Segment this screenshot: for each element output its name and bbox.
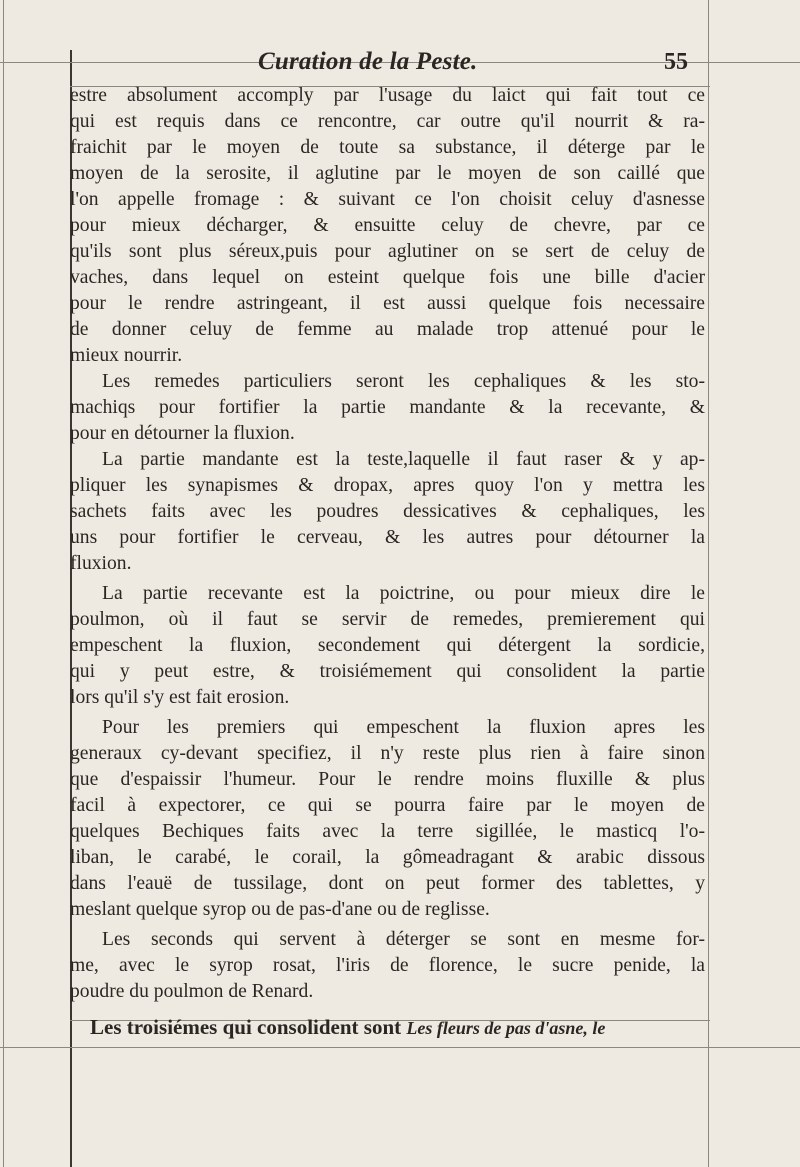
text-line: vaches, dans lequel on esteint quelque fois une bille d'acier	[70, 267, 705, 288]
text-line: meslant quelque syrop ou de pas-d'ane ou de reglisse.	[70, 899, 490, 920]
text-line: fluxion.	[70, 553, 132, 574]
footer-text-roman: Les troisiémes qui consolident sont	[90, 1015, 407, 1039]
left-margin-rule-outer	[3, 0, 4, 1167]
text-line: Les seconds qui servent à déterger se sont en mesme for-	[102, 929, 705, 950]
text-line: empeschent la fluxion, secondement qui détergent la sordicie,	[70, 635, 705, 656]
text-line: moyen de la serosite, il aglutine par le moyen de son caillé que	[70, 163, 705, 184]
text-line: qui est requis dans ce rencontre, car outre qu'il nourrit & ra-	[70, 111, 705, 132]
text-line: pour le rendre astringeant, il est aussi quelque fois necessaire	[70, 293, 705, 314]
text-line: que d'espaissir l'humeur. Pour le rendre moins fluxille & plus	[70, 769, 705, 790]
footer-continuation-line	[90, 1012, 605, 1042]
text-line: de donner celuy de femme au malade trop attenué pour le	[70, 319, 705, 340]
text-line: poudre du poulmon de Renard.	[70, 981, 314, 1002]
running-title: Curation de la Peste.	[258, 48, 478, 75]
text-line: pliquer les synapismes & dropax, apres quoy l'on y mettra les	[70, 475, 705, 496]
text-line: La partie mandante est la teste,laquelle il faut raser & y ap-	[102, 449, 705, 470]
text-line: La partie recevante est la poictrine, ou pour mieux dire le	[102, 583, 705, 604]
text-line: dans l'eauë de tussilage, dont on peut former des tablettes, y	[70, 873, 705, 894]
text-line: mieux nourrir.	[70, 345, 183, 366]
text-line: qu'ils sont plus séreux,puis pour aglutiner on se sert de celuy de	[70, 241, 705, 262]
text-line: me, avec le syrop rosat, l'iris de florence, le sucre penide, la	[70, 955, 705, 976]
text-line: Pour les premiers qui empeschent la fluxion apres les	[102, 717, 705, 738]
text-line: facil à expectorer, ce qui se pourra faire par le moyen de	[70, 795, 705, 816]
right-margin-rule	[708, 0, 709, 1167]
text-line: lors qu'il s'y est fait erosion.	[70, 687, 290, 708]
text-line: generaux cy-devant specifiez, il n'y reste plus rien à faire sinon	[70, 743, 705, 764]
text-line: machiqs pour fortifier la partie mandante & la recevante, &	[70, 397, 705, 418]
text-line: estre absolument accomply par l'usage du laict qui fait tout ce	[70, 85, 705, 106]
page-number: 55	[664, 49, 688, 75]
text-line: sachets faits avec les poudres dessicatives & cephaliques, les	[70, 501, 705, 522]
footer-text-italic: Les fleurs de pas d'asne, le	[406, 1018, 606, 1038]
text-line: uns pour fortifier le cerveau, & les autres pour détourner la	[70, 527, 705, 548]
text-line: poulmon, où il faut se servir de remedes, premierement qui	[70, 609, 705, 630]
bottom-rule	[0, 1047, 800, 1048]
text-line: pour en détourner la fluxion.	[70, 423, 295, 444]
text-line: liban, le carabé, le corail, la gômeadragant & arabic dissous	[70, 847, 705, 868]
text-line: l'on appelle fromage : & suivant ce l'on choisit celuy d'asnesse	[70, 189, 705, 210]
text-line: quelques Bechiques faits avec la terre sigillée, le masticq l'o-	[70, 821, 705, 842]
text-line: pour mieux décharger, & ensuitte celuy de chevre, par ce	[70, 215, 705, 236]
text-line: fraichit par le moyen de toute sa substance, il déterge par le	[70, 137, 705, 158]
text-line: Les remedes particuliers seront les cephaliques & les sto-	[102, 371, 705, 392]
text-line: qui y peut estre, & troisiémement qui consolident la partie	[70, 661, 705, 682]
